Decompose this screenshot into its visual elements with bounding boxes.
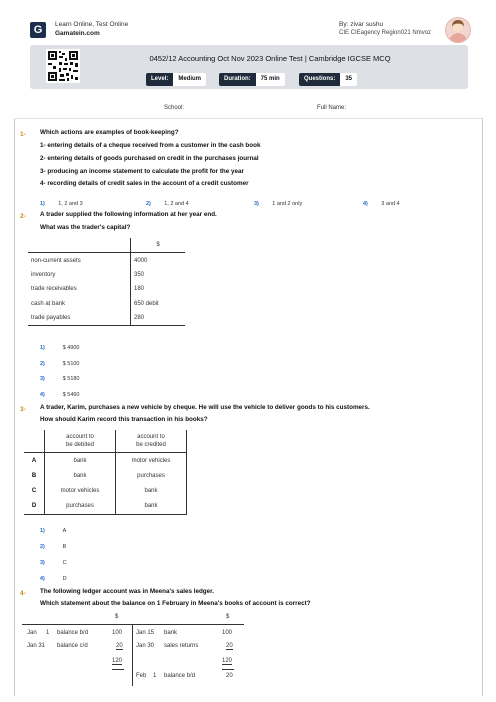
row-credit: purchases (116, 468, 187, 483)
option-text: $ 5180 (62, 376, 80, 382)
table-row (24, 499, 187, 515)
ledger-desc: bank (164, 630, 178, 636)
ledger-double-rule (112, 669, 124, 670)
ledger-total: 120 (222, 658, 233, 664)
question-stem: A trader, Karim, purchases a new vehicle by cheque. He will use the vehicle to deliver goods to his customers. (40, 404, 370, 411)
row-debit: motor vehicles (45, 483, 116, 498)
ledger-total: 120 (112, 658, 123, 664)
option-number: 1) (40, 345, 45, 351)
ledger-date: Jan (27, 630, 37, 636)
option-text: $ 5460 (62, 392, 80, 398)
row-debit: bank (45, 453, 116, 469)
row-debit: purchases (45, 499, 116, 515)
question-stem: A trader supplied the following information at her year end. (40, 211, 217, 218)
option-text: $ 5100 (62, 361, 80, 367)
table-row (28, 253, 185, 268)
question-number: 2- (20, 213, 26, 220)
ledger-double-rule (222, 669, 234, 670)
answer-option[interactable] (146, 192, 189, 210)
ledger-desc: balance b/d (57, 630, 89, 636)
duration-pill (219, 73, 285, 86)
questions-pill (299, 73, 357, 86)
option-number: 4) (40, 576, 45, 582)
option-text: 3 and 4 (381, 201, 400, 207)
table-row (24, 468, 187, 483)
row-key: C (31, 487, 37, 494)
option-text: D (62, 576, 67, 582)
debit-header (45, 430, 116, 453)
table-row (28, 282, 185, 296)
ledger-desc: balance c/d (57, 643, 88, 649)
row-key: B (31, 472, 37, 479)
ledger-day: 1 (153, 673, 157, 679)
table-row (28, 268, 185, 282)
table-row (24, 483, 187, 498)
credit-header-line: account to (137, 434, 165, 440)
ledger-top-rule (22, 624, 244, 625)
ledger-desc: sales returns (164, 643, 199, 649)
question-ask: Which statement about the balance on 1 February in Meena's books of account is correct? (40, 600, 311, 607)
option-number: 3) (254, 201, 259, 207)
option-text: C (62, 560, 67, 566)
author-org: CIE CIEagency Region021 Nmvoz (339, 30, 432, 36)
row-key: D (24, 499, 45, 515)
qr-code-icon[interactable] (46, 49, 80, 83)
ledger-amount: 100 (222, 630, 233, 636)
option-number: 1) (40, 201, 45, 207)
row-value: 180 (131, 282, 186, 296)
row-key: A (31, 457, 37, 464)
ledger-date: Jan 15 (136, 630, 155, 636)
ledger-amount: 20 (226, 643, 233, 649)
answer-option[interactable] (40, 567, 67, 585)
debit-header-line: be debited (65, 442, 95, 448)
tagline: Learn Online, Test Online (55, 21, 129, 28)
row-credit: bank (116, 499, 187, 515)
row-debit: bank (45, 468, 116, 483)
school-field[interactable]: School: (164, 105, 185, 111)
question-number: 4- (20, 590, 26, 597)
currency-header: $ (131, 238, 186, 253)
statement: 3- producing an income statement to calculate the profit for the year (40, 168, 244, 175)
option-number: 2) (146, 201, 151, 207)
statement: 4- recording details of credit sales in the account of a credit customer (40, 180, 249, 187)
statement: 2- entering details of goods purchased on credit in the purchases journal (40, 155, 259, 162)
answer-option[interactable] (40, 383, 80, 401)
transaction-table (24, 430, 187, 515)
option-text: 1, 2 and 4 (164, 201, 189, 207)
row-value: 350 (131, 268, 186, 282)
row-credit: bank (116, 483, 187, 498)
gamatein-logo: G (30, 22, 46, 38)
ledger-center-rule (132, 624, 133, 686)
level-pill (146, 73, 206, 86)
author-name: By: zivar sushu (339, 21, 384, 28)
row-credit: motor vehicles (116, 453, 187, 469)
duration-value: 75 min (256, 73, 285, 86)
option-text: B (62, 544, 67, 550)
test-title: 0452/12 Accounting Oct Nov 2023 Online Test | Cambridge IGCSE MCQ (149, 54, 391, 63)
option-number: 2) (40, 544, 45, 550)
ledger-dollar-right: $ (226, 614, 230, 620)
debit-header-line: account to (66, 434, 94, 440)
row-label: trade receivables (31, 286, 77, 293)
table-row (28, 297, 185, 311)
question-stem: Which actions are examples of book-keeping? (40, 129, 179, 136)
avatar-icon (445, 17, 471, 43)
option-number: 4) (40, 392, 45, 398)
option-number: 2) (40, 361, 45, 367)
ledger-date: Feb (136, 673, 147, 679)
option-number: 1) (40, 528, 45, 534)
questions-label: Questions: (299, 73, 340, 86)
questions-value: 35 (340, 73, 357, 86)
ledger-amount: 100 (112, 630, 123, 636)
full-name-field[interactable]: Full Name: (317, 105, 347, 111)
row-value: 280 (131, 311, 186, 326)
question-ask: What was the trader's capital? (40, 224, 131, 231)
duration-label: Duration: (219, 73, 256, 86)
ledger-date: Jan 30 (136, 643, 155, 649)
answer-option[interactable] (363, 192, 400, 210)
level-value: Medium (173, 73, 206, 86)
question-number: 1- (20, 131, 26, 138)
table-row (24, 453, 187, 469)
ledger-date: Jan 31 (27, 643, 46, 649)
row-value: 4000 (131, 253, 186, 268)
row-value: 650 debit (131, 297, 186, 311)
row-label: trade payables (28, 311, 131, 326)
option-number: 3) (40, 560, 45, 566)
question-ask: How should Karim record this transaction in his books? (40, 416, 208, 423)
question-stem: The following ledger account was in Meena's sales ledger. (40, 588, 215, 595)
option-text: $ 4900 (62, 345, 80, 351)
option-number: 3) (40, 376, 45, 382)
question-number: 3- (20, 406, 26, 413)
table-row (28, 311, 185, 326)
row-label: cash at bank (31, 300, 66, 307)
divider (14, 118, 482, 119)
trader-info-table (28, 238, 185, 326)
answer-option[interactable] (254, 192, 302, 210)
ledger-amount: 20 (226, 673, 233, 679)
site-name[interactable]: Gamatein.com (55, 30, 100, 37)
option-text: 1 and 2 only (272, 201, 303, 207)
option-text: A (62, 528, 67, 534)
credit-header (116, 430, 187, 453)
level-label: Level: (146, 73, 173, 86)
ledger-desc: balance b/d (164, 673, 196, 679)
statement: 1- entering details of a cheque received from a customer in the cash book (40, 142, 261, 149)
answer-option[interactable] (40, 192, 83, 210)
ledger-amount: 20 (116, 643, 123, 649)
row-label: inventory (31, 271, 56, 278)
option-text: 1, 2 and 3 (58, 201, 83, 207)
credit-header-line: be credited (136, 442, 166, 448)
ledger-day: 1 (46, 630, 50, 636)
ledger-dollar-left: $ (115, 614, 119, 620)
option-number: 4) (363, 201, 368, 207)
row-label: non-current assets (31, 257, 81, 264)
